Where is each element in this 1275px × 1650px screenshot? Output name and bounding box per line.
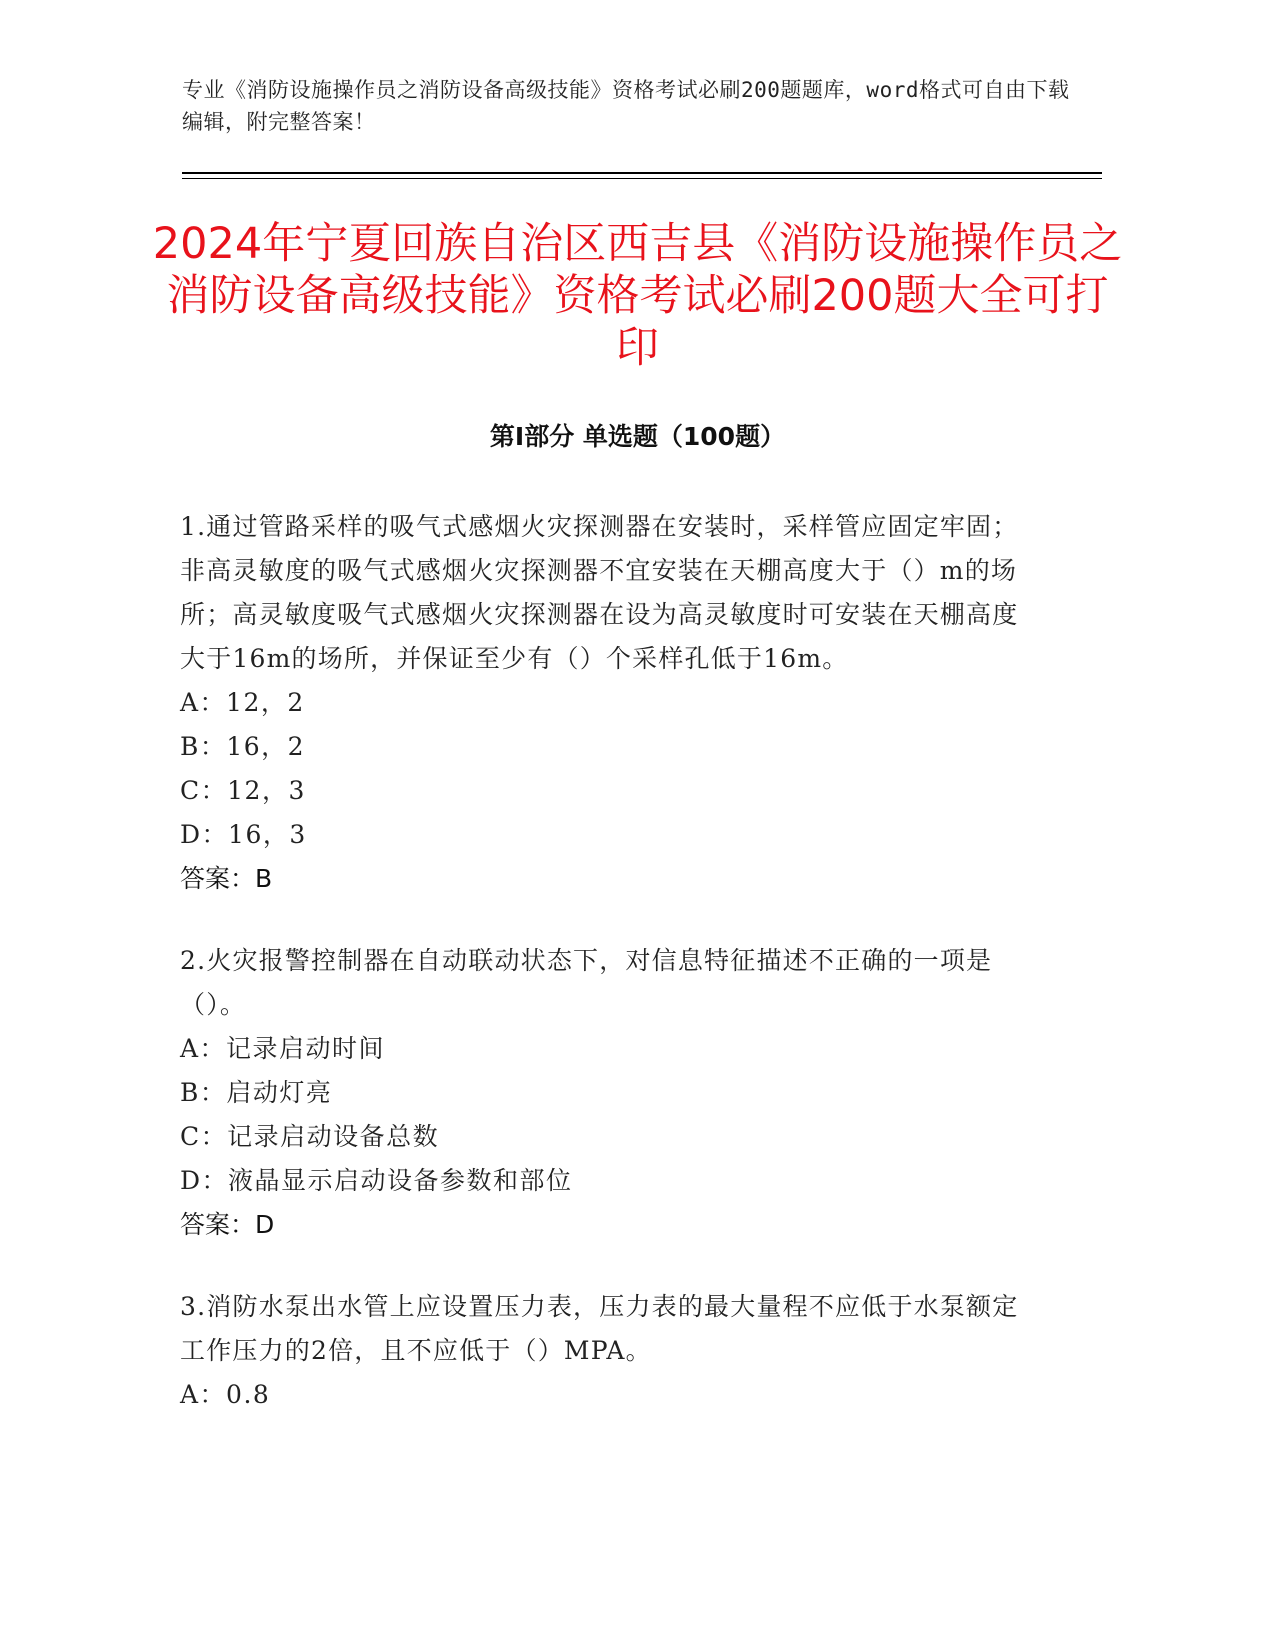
option-a: A：0.8 xyxy=(180,1380,271,1409)
question-3 xyxy=(180,1285,1040,1417)
option-a: A：记录启动时间 xyxy=(180,1034,386,1063)
answer: 答案：D xyxy=(180,1210,275,1239)
question-2 xyxy=(180,939,1040,1247)
option-d: D：液晶显示启动设备参数和部位 xyxy=(180,1166,573,1195)
option-c: C：记录启动设备总数 xyxy=(180,1122,440,1151)
option-b: B：16，2 xyxy=(180,732,306,761)
question-stem: 2.火灾报警控制器在自动联动状态下，对信息特征描述不正确的一项是（）。 xyxy=(180,946,993,1019)
question-list xyxy=(180,505,1040,1455)
document-title: 2024年宁夏回族自治区西吉县《消防设施操作员之消防设备高级技能》资格考试必刷200题大全可打印 xyxy=(152,219,1123,373)
option-a: A：12，2 xyxy=(180,688,305,717)
header-divider-thick xyxy=(182,172,1102,174)
question-1 xyxy=(180,505,1040,901)
option-d: D：16，3 xyxy=(180,820,307,849)
header-divider-thin xyxy=(182,178,1102,179)
question-stem: 3.消防水泵出水管上应设置压力表，压力表的最大量程不应低于水泵额定工作压力的2倍，且不应低于（）MPA。 xyxy=(180,1292,1019,1365)
question-stem: 1.通过管路采样的吸气式感烟火灾探测器在安装时，采样管应固定牢固；非高灵敏度的吸气式感烟火灾探测器不宜安装在天棚高度大于（）m的场所；高灵敏度吸气式感烟火灾探测器在设为高灵敏度时可安装在天棚高度大于16m的场所，并保证至少有（）个采样孔低于16m。 xyxy=(180,512,1019,673)
option-b: B：启动灯亮 xyxy=(180,1078,333,1107)
section-title: 第Ⅰ部分 单选题（100题） xyxy=(489,422,786,451)
header-note: 专业《消防设施操作员之消防设备高级技能》资格考试必刷200题题库，word格式可自由下载编辑，附完整答案！ xyxy=(182,78,1070,134)
answer: 答案：B xyxy=(180,864,273,893)
option-c: C：12，3 xyxy=(180,776,306,805)
